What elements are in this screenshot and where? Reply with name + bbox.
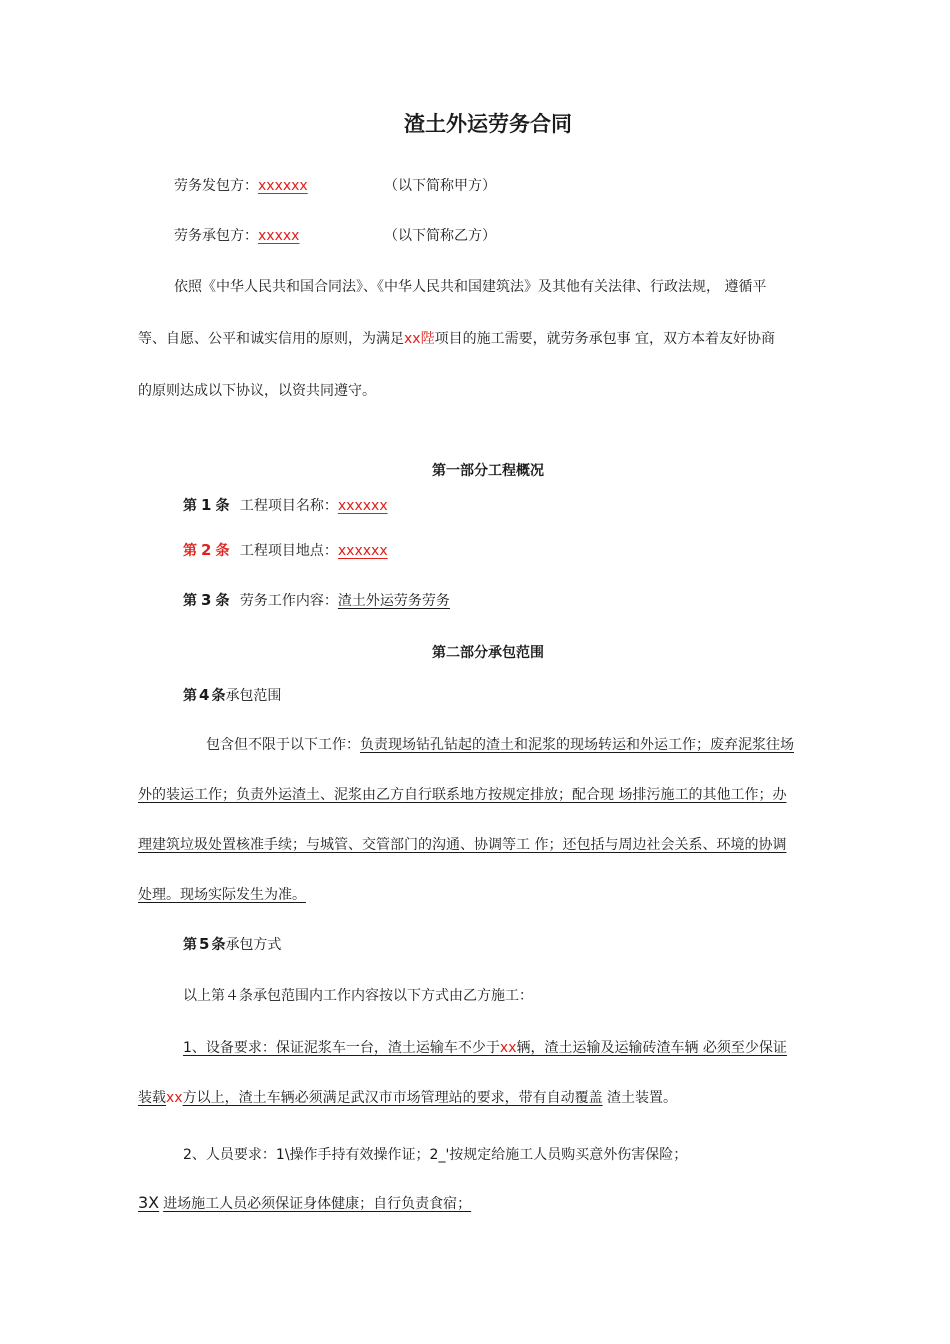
article-3-label: 劳务工作内容： [239, 593, 338, 609]
requirement-1-line-1 [183, 1038, 787, 1058]
intro-line-2-text-a: 等、自愿、公平和诚实信用的原则，为满足 [138, 331, 404, 347]
article-4-number: 第 4 条 [183, 686, 226, 704]
article-3 [183, 590, 450, 611]
article-1-label: 工程项目名称： [239, 498, 338, 514]
party-a-note: （以下简称甲方） [384, 178, 496, 194]
article-5-label: 承包方式 [225, 937, 282, 953]
load-volume-placeholder: xx [166, 1090, 183, 1106]
requirement-1-text-b: 辆，渣土运输及运输砖渣车辆 必须至少保证 [516, 1040, 787, 1056]
party-b-value: xxxxx [258, 228, 300, 244]
party-a-label: 劳务发包方： [174, 178, 258, 194]
scope-line-1-text-b: 负责现场钻孔钻起的渣土和泥浆的现场转运和外运工作；废弃泥浆往场 [360, 737, 794, 753]
project-location-value: xxxxxx [337, 543, 388, 559]
scope-line-1-text-a: 包含但不限于以下工作： [206, 737, 360, 753]
scope-line-4: 处理。现场实际发生为准。 [138, 887, 306, 903]
article-1 [183, 495, 388, 516]
intro-line-3: 的原则达成以下协议，以资共同遵守。 [138, 383, 376, 399]
article-4-label: 承包范围 [225, 688, 282, 704]
requirement-2-line-2-text: 进场施工人员必须保证身体健康；自行负责食宿； [163, 1196, 472, 1212]
scope-line-1 [206, 735, 794, 755]
article-2-number: 第 2 条 [183, 541, 230, 559]
article-5 [183, 934, 281, 955]
project-name-value: xxxxxx [337, 498, 388, 514]
article-2 [183, 540, 388, 561]
requirement-1-line-2-text-c: 渣土装置。 [602, 1090, 678, 1106]
part-1-heading: 第一部分工程概况 [432, 463, 544, 479]
intro-line-2-text-b: 项目的施工需要，就劳务承包事 宜，双方本着友好协商 [434, 331, 776, 347]
party-b-label: 劳务承包方： [174, 228, 258, 244]
article-3-number: 第 3 条 [183, 591, 230, 609]
requirement-1-text-a: 1、设备要求：保证泥浆车一台，渣土运输车不少于 [183, 1040, 500, 1056]
requirement-2-line-1: 2、人员要求：1\操作手持有效操作证；2_'按规定给施工人员购买意外伤害保险； [183, 1147, 688, 1163]
requirement-1-line-2 [138, 1088, 677, 1108]
party-b-note: （以下简称乙方） [384, 228, 496, 244]
scope-line-3: 理建筑垃圾处置核准手续；与城管、交管部门的沟通、协调等工 作；还包括与周边社会关系、环境的协调 [138, 837, 787, 853]
part-2-heading: 第二部分承包范围 [432, 645, 544, 661]
requirement-1-line-2-text-b: 方以上，渣土车辆必须满足武汉市市场管理站的要求，带有自动覆盖 [182, 1090, 603, 1106]
requirement-2-line-2 [138, 1193, 471, 1214]
article-5-number: 第 5 条 [183, 935, 226, 953]
article-2-label: 工程项目地点： [239, 543, 338, 559]
party-a-value: xxxxxx [258, 178, 308, 194]
document-title: 渣土外运劳务合同 [404, 112, 572, 136]
intro-line-2 [138, 329, 775, 349]
method-intro: 以上第４条承包范围内工作内容按以下方式由乙方施工： [183, 988, 533, 1004]
truck-count-placeholder: xx [499, 1040, 517, 1056]
requirement-2-line-2-prefix: 3X [138, 1193, 160, 1212]
work-content-value: 渣土外运劳务劳务 [337, 593, 450, 609]
scope-line-2: 外的装运工作；负责外运渣土、泥浆由乙方自行联系地方按规定排放；配合现 场排污施工的其他工作；办 [138, 787, 787, 803]
requirement-1-line-2-text-a: 装载 [138, 1090, 166, 1106]
article-1-number: 第 1 条 [183, 496, 230, 514]
intro-line-1: 依照《中华人民共和国合同法》、《中华人民共和国建筑法》及其他有关法律、行政法规， 遵循平 [174, 279, 767, 295]
party-a-line [174, 176, 308, 196]
article-4 [183, 685, 281, 706]
party-b-line [174, 226, 299, 246]
project-name-placeholder: xx陛 [404, 331, 435, 347]
